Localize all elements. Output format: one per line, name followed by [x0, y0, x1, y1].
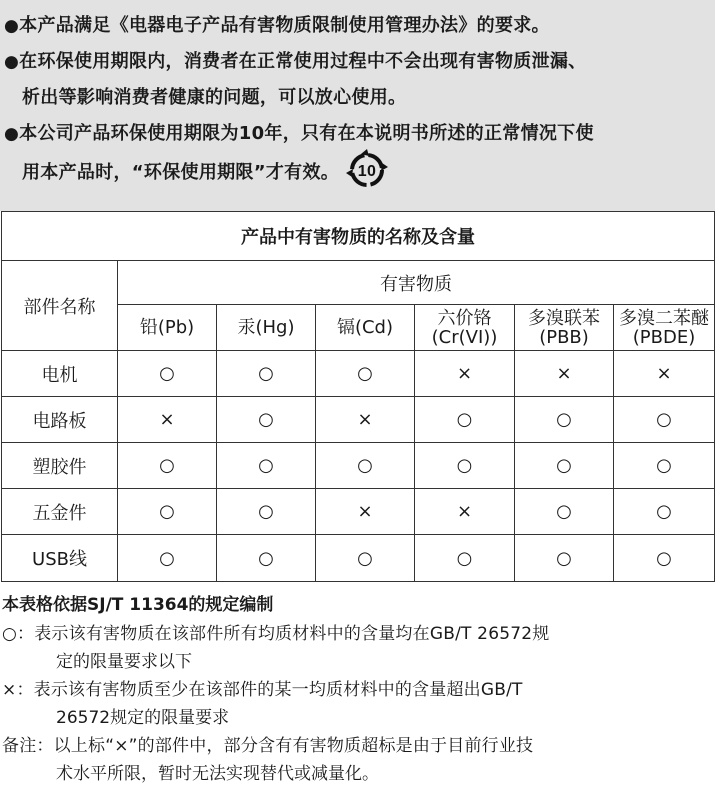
part-name-cell: 塑胶件 [2, 443, 118, 489]
substance-value-cell: ○ [415, 535, 515, 582]
substance-value-cell: ○ [614, 443, 715, 489]
part-name-cell: 电机 [2, 351, 118, 397]
substance-value-cell: ○ [118, 535, 217, 582]
substance-value-cell: ○ [118, 443, 217, 489]
bullet-icon: ● [4, 124, 20, 144]
substance-value-cell: × [118, 397, 217, 443]
part-name-cell: 五金件 [2, 489, 118, 535]
statement-text-3b: 用本产品时，“环保使用期限”才有效。 [22, 162, 340, 183]
substance-value-cell: ○ [614, 397, 715, 443]
substance-value-cell: ○ [415, 443, 515, 489]
statement-line-3b [4, 152, 711, 194]
part-name-cell: USB线 [2, 535, 118, 582]
substance-header-pb [118, 305, 217, 351]
substance-name: 六价铬 [437, 307, 492, 329]
substance-value-cell: ○ [316, 443, 415, 489]
table-title-row [2, 212, 715, 261]
substance-value-cell: × [316, 397, 415, 443]
substance-value-cell: × [415, 489, 515, 535]
substance-value-cell: × [316, 489, 415, 535]
substance-value-cell: ○ [515, 397, 614, 443]
substance-name: 多溴联苯 [528, 307, 600, 329]
substance-name: 镉(Cd) [336, 317, 394, 338]
substance-formula: (Cr(VI)) [431, 326, 498, 348]
substance-value-cell: ○ [118, 489, 217, 535]
substance-value-cell: ○ [118, 351, 217, 397]
substance-header-pbde [614, 305, 715, 351]
substance-value-cell: ○ [515, 535, 614, 582]
substance-header-cr6 [415, 305, 515, 351]
remark-note-cont: 术水平所限，暂时无法实现替代或减量化。 [56, 764, 379, 784]
substance-value-cell: ○ [415, 397, 515, 443]
substance-value-cell: ○ [316, 535, 415, 582]
table-row [2, 443, 715, 489]
statement-text-2a: 在环保使用期限内，消费者在正常使用过程中不会出现有害物质泄漏、 [19, 51, 587, 72]
statement-text-1: 本产品满足《电器电子产品有害物质限制使用管理办法》的要求。 [19, 15, 550, 36]
circle-legend-note: ○：表示该有害物质在该部件所有均质材料中的含量均在GB/T 26572规 [2, 624, 550, 644]
substance-header-pbb [515, 305, 614, 351]
part-name-cell: 电路板 [2, 397, 118, 443]
bullet-icon: ● [4, 16, 20, 36]
substance-value-cell: ○ [217, 535, 316, 582]
substance-value-cell: ○ [614, 535, 715, 582]
substance-value-cell: ○ [217, 351, 316, 397]
substance-value-cell: ○ [316, 351, 415, 397]
substance-value-cell: × [614, 351, 715, 397]
basis-note: 本表格依据SJ/T 11364的规定编制 [2, 595, 274, 615]
table-header-row [2, 261, 715, 305]
table-row [2, 397, 715, 443]
substance-name: 多溴二苯醚 [619, 307, 710, 329]
bullet-icon: ● [4, 52, 20, 72]
statement-line-2 [4, 44, 711, 80]
statement-line-2b: 析出等影响消费者健康的问题，可以放心使用。 [22, 87, 407, 108]
table-row [2, 535, 715, 582]
cross-legend-note-cont: 26572规定的限量要求 [56, 708, 230, 728]
efup-10-recycle-icon [343, 146, 391, 194]
substance-value-cell: ○ [614, 489, 715, 535]
substance-value-cell: ○ [217, 489, 316, 535]
statement-text-3a: 本公司产品环保使用期限为10年，只有在本说明书所述的正常情况下使 [19, 123, 594, 144]
substance-value-cell: ○ [515, 443, 614, 489]
substance-header-hg [217, 305, 316, 351]
compliance-statement-box [0, 0, 715, 211]
circle-legend-note-cont: 定的限量要求以下 [56, 652, 192, 672]
table-row [2, 489, 715, 535]
substance-formula: (PBDE) [632, 326, 696, 348]
substance-value-cell: × [515, 351, 614, 397]
substance-name: 铅(Pb) [139, 317, 195, 338]
hazardous-substance-header: 有害物质 [118, 261, 715, 305]
substance-value-cell: × [415, 351, 515, 397]
cross-legend-note: ×：表示该有害物质至少在该部件的某一均质材料中的含量超出GB/T [2, 680, 523, 700]
substance-value-cell: ○ [515, 489, 614, 535]
substance-name: 汞(Hg) [237, 317, 295, 338]
part-name-header: 部件名称 [2, 261, 118, 351]
substance-value-cell: ○ [217, 443, 316, 489]
remark-note: 备注：以上标“×”的部件中，部分含有有害物质超标是由于目前行业技 [2, 736, 534, 756]
substance-header-cd [316, 305, 415, 351]
substance-formula: (PBB) [539, 326, 589, 348]
notes-section [0, 590, 715, 788]
table-title: 产品中有害物质的名称及含量 [2, 212, 715, 261]
statement-line-1 [4, 8, 711, 44]
efup-years-text: 10 [357, 163, 377, 180]
hazardous-substance-table [1, 211, 715, 582]
substance-value-cell: ○ [217, 397, 316, 443]
table-row [2, 351, 715, 397]
